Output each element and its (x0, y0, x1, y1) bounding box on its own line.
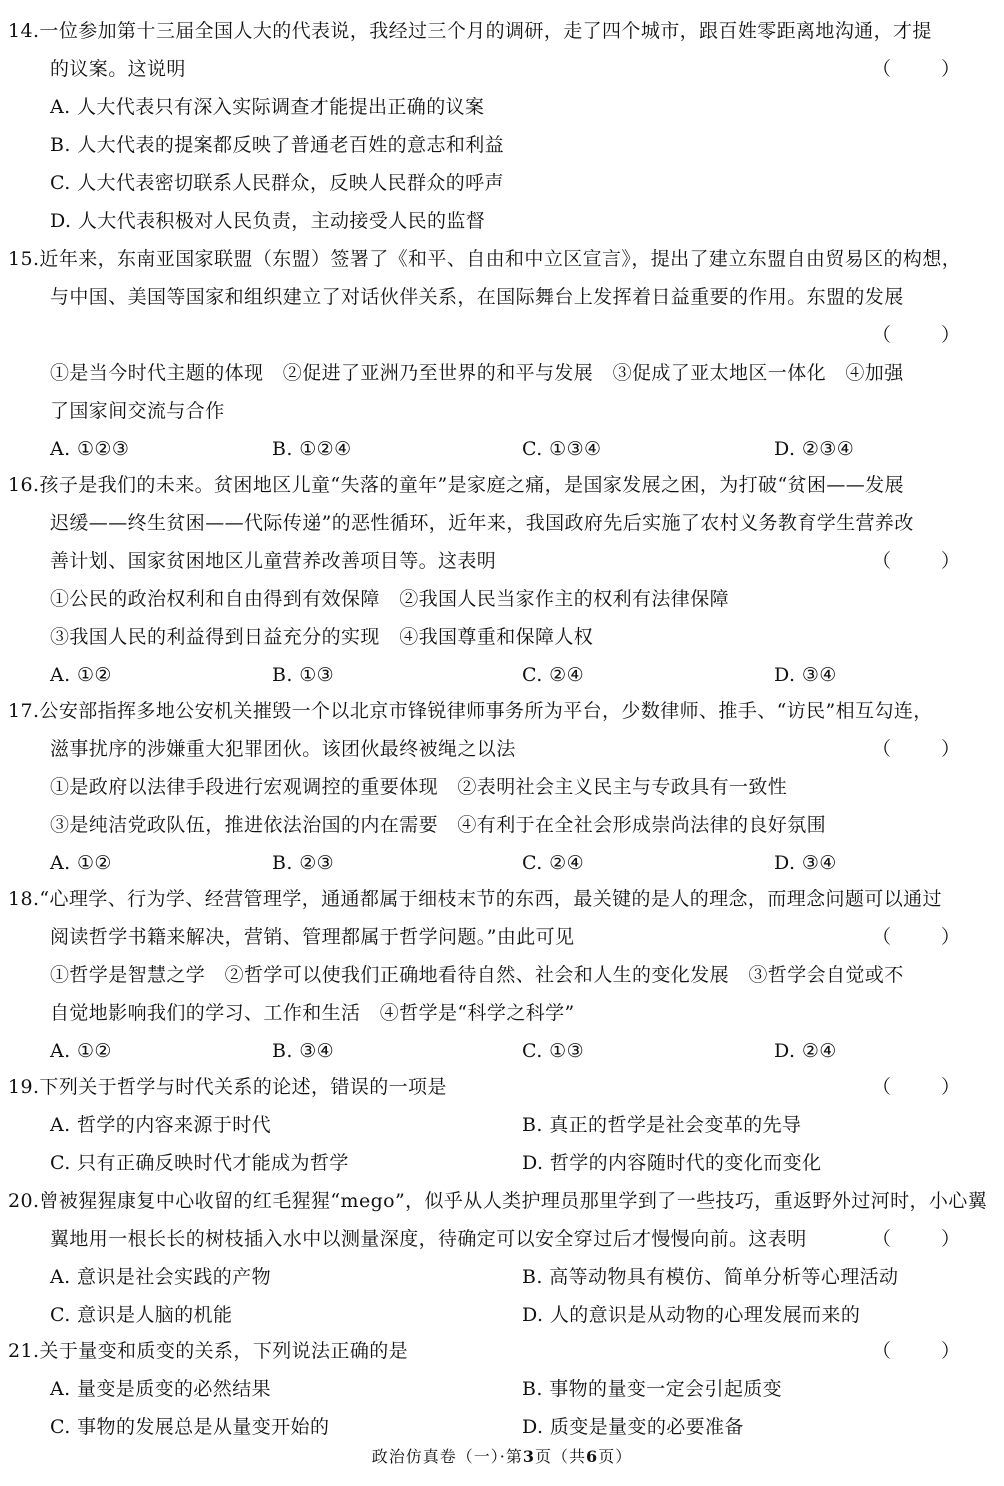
options-row (0, 1296, 1004, 1334)
option-d: D. ③④ (774, 852, 837, 874)
option-d: D. 质变是量变的必要准备 (522, 1416, 744, 1438)
question-stem-line: 19.下列关于哲学与时代关系的论述，错误的一项是 (8, 1076, 447, 1098)
option-b: B. ③④ (272, 1040, 335, 1062)
question-stem-line: 16.孩子是我们的未来。贫困地区儿童“失落的童年”是家庭之痛，是国家发展之困，为打破“贫困——发展 (8, 474, 904, 496)
option-a: A. ①②③ (50, 438, 130, 460)
options-row (0, 1106, 1004, 1144)
option-b: B. ①③ (272, 664, 335, 686)
question-stem-line: 滋事扰序的涉嫌重大犯罪团伙。该团伙最终被绳之以法 (50, 738, 516, 760)
answer-bracket: （ ） (871, 926, 982, 948)
question-19 (0, 1068, 1004, 1182)
options-row (0, 1144, 1004, 1182)
statement-line: ①哲学是智慧之学 ②哲学可以使我们正确地看待自然、社会和人生的变化发展 ③哲学会自觉或不 (50, 964, 904, 986)
question-14 (0, 12, 1004, 240)
page-footer (0, 1444, 1004, 1467)
answer-bracket: （ ） (871, 550, 982, 572)
option-c: C. 只有正确反映时代才能成为哲学 (50, 1152, 349, 1174)
question-stem-line: 20.曾被猩猩康复中心收留的红毛猩猩“mego”，似乎从人类护理员那里学到了一些技巧，重返野外过河时，小心翼 (8, 1190, 988, 1212)
statement-line: ①公民的政治权利和自由得到有效保障 ②我国人民当家作主的权利有法律保障 (50, 588, 730, 610)
answer-bracket: （ ） (871, 58, 982, 80)
option-a: A. 量变是质变的必然结果 (50, 1378, 272, 1400)
options-row (0, 430, 1004, 468)
option-c: C. 意识是人脑的机能 (50, 1304, 233, 1326)
answer-bracket: （ ） (871, 1076, 982, 1098)
option-d: D. ②④ (774, 1040, 837, 1062)
option-d: D. ②③④ (774, 438, 855, 460)
option-b: B. 真正的哲学是社会变革的先导 (522, 1114, 802, 1136)
options-row (0, 1370, 1004, 1408)
question-16 (0, 466, 1004, 694)
answer-bracket: （ ） (871, 324, 982, 346)
option-c: C. 人大代表密切联系人民群众，反映人民群众的呼声 (50, 172, 504, 194)
option-c: C. ②④ (522, 852, 585, 874)
question-18 (0, 880, 1004, 1070)
statement-line: 了国家间交流与合作 (50, 400, 225, 422)
option-d: D. 人的意识是从动物的心理发展而来的 (522, 1304, 861, 1326)
option-b: B. 人大代表的提案都反映了普通老百姓的意志和利益 (50, 134, 505, 156)
options-row (0, 656, 1004, 694)
question-stem-line: 18.“心理学、行为学、经营管理学，通通都属于细枝末节的东西，最关键的是人的理念，而理念问题可以通过 (8, 888, 942, 910)
option-c: C. 事物的发展总是从量变开始的 (50, 1416, 330, 1438)
statement-line: 自觉地影响我们的学习、工作和生活 ④哲学是“科学之科学” (50, 1002, 575, 1024)
statement-line: ③我国人民的利益得到日益充分的实现 ④我国尊重和保障人权 (50, 626, 594, 648)
options-row (0, 1032, 1004, 1070)
question-stem-line: 14.一位参加第十三届全国人大的代表说，我经过三个月的调研，走了四个城市，跟百姓零距离地沟通，才提 (8, 20, 932, 42)
option-b: B. 事物的量变一定会引起质变 (522, 1378, 783, 1400)
option-a: A. ①② (50, 664, 112, 686)
option-b: B. ②③ (272, 852, 335, 874)
question-stem-line: 翼地用一根长长的树枝插入水中以测量深度，待确定可以安全穿过后才慢慢向前。这表明 (50, 1228, 807, 1250)
options-row (0, 1408, 1004, 1446)
option-a: A. 哲学的内容来源于时代 (50, 1114, 272, 1136)
statement-line: ①是当今时代主题的体现 ②促进了亚洲乃至世界的和平与发展 ③促成了亚太地区一体化 ④加强 (50, 362, 904, 384)
option-d: D. ③④ (774, 664, 837, 686)
option-b: B. ①②④ (272, 438, 352, 460)
option-a: A. 意识是社会实践的产物 (50, 1266, 272, 1288)
footer-total-pages: 6 (586, 1447, 599, 1466)
options-row (0, 1258, 1004, 1296)
question-17 (0, 692, 1004, 882)
option-a: A. 人大代表只有深入实际调查才能提出正确的议案 (50, 96, 485, 118)
option-a: A. ①② (50, 1040, 112, 1062)
question-stem-line: 的议案。这说明 (50, 58, 186, 80)
question-stem-line: 迟缓——终生贫困——代际传递”的恶性循环，近年来，我国政府先后实施了农村义务教育学生营养改 (50, 512, 914, 534)
statement-line: ③是纯洁党政队伍，推进依法治国的内在需要 ④有利于在全社会形成崇尚法律的良好氛围 (50, 814, 827, 836)
question-stem-line: 与中国、美国等国家和组织建立了对话伙伴关系，在国际舞台上发挥着日益重要的作用。东盟的发展 (50, 286, 904, 308)
footer-suffix: 页） (598, 1447, 633, 1466)
option-d: D. 哲学的内容随时代的变化而变化 (522, 1152, 822, 1174)
footer-page-number: 3 (522, 1447, 536, 1466)
footer-middle: 页（共 (535, 1447, 587, 1466)
question-21 (0, 1332, 1004, 1446)
question-stem-line: 15.近年来，东南亚国家联盟（东盟）签署了《和平、自由和中立区宣言》，提出了建立东盟自由贸易区的构想， (8, 248, 962, 270)
option-b: B. 高等动物具有模仿、简单分析等心理活动 (522, 1266, 899, 1288)
option-c: C. ①③ (522, 1040, 585, 1062)
option-c: C. ①③④ (522, 438, 602, 460)
question-stem-line: 善计划、国家贫困地区儿童营养改善项目等。这表明 (50, 550, 497, 572)
footer-prefix: 政治仿真卷（一）·第 (371, 1447, 523, 1466)
statement-line: ①是政府以法律手段进行宏观调控的重要体现 ②表明社会主义民主与专政具有一致性 (50, 776, 788, 798)
answer-bracket: （ ） (871, 738, 982, 760)
answer-bracket: （ ） (871, 1340, 982, 1362)
question-stem-line: 21.关于量变和质变的关系，下列说法正确的是 (8, 1340, 409, 1362)
option-d: D. 人大代表积极对人民负责，主动接受人民的监督 (50, 210, 486, 232)
options-row (0, 844, 1004, 882)
question-20 (0, 1182, 1004, 1334)
option-c: C. ②④ (522, 664, 585, 686)
option-a: A. ①② (50, 852, 112, 874)
question-stem-line: 阅读哲学书籍来解决，营销、管理都属于哲学问题。”由此可见 (50, 926, 575, 948)
question-stem-line: 17.公安部指挥多地公安机关摧毁一个以北京市锋锐律师事务所为平台，少数律师、推手、“访民”相互勾连， (8, 700, 933, 722)
question-15 (0, 240, 1004, 468)
answer-bracket: （ ） (871, 1228, 982, 1250)
